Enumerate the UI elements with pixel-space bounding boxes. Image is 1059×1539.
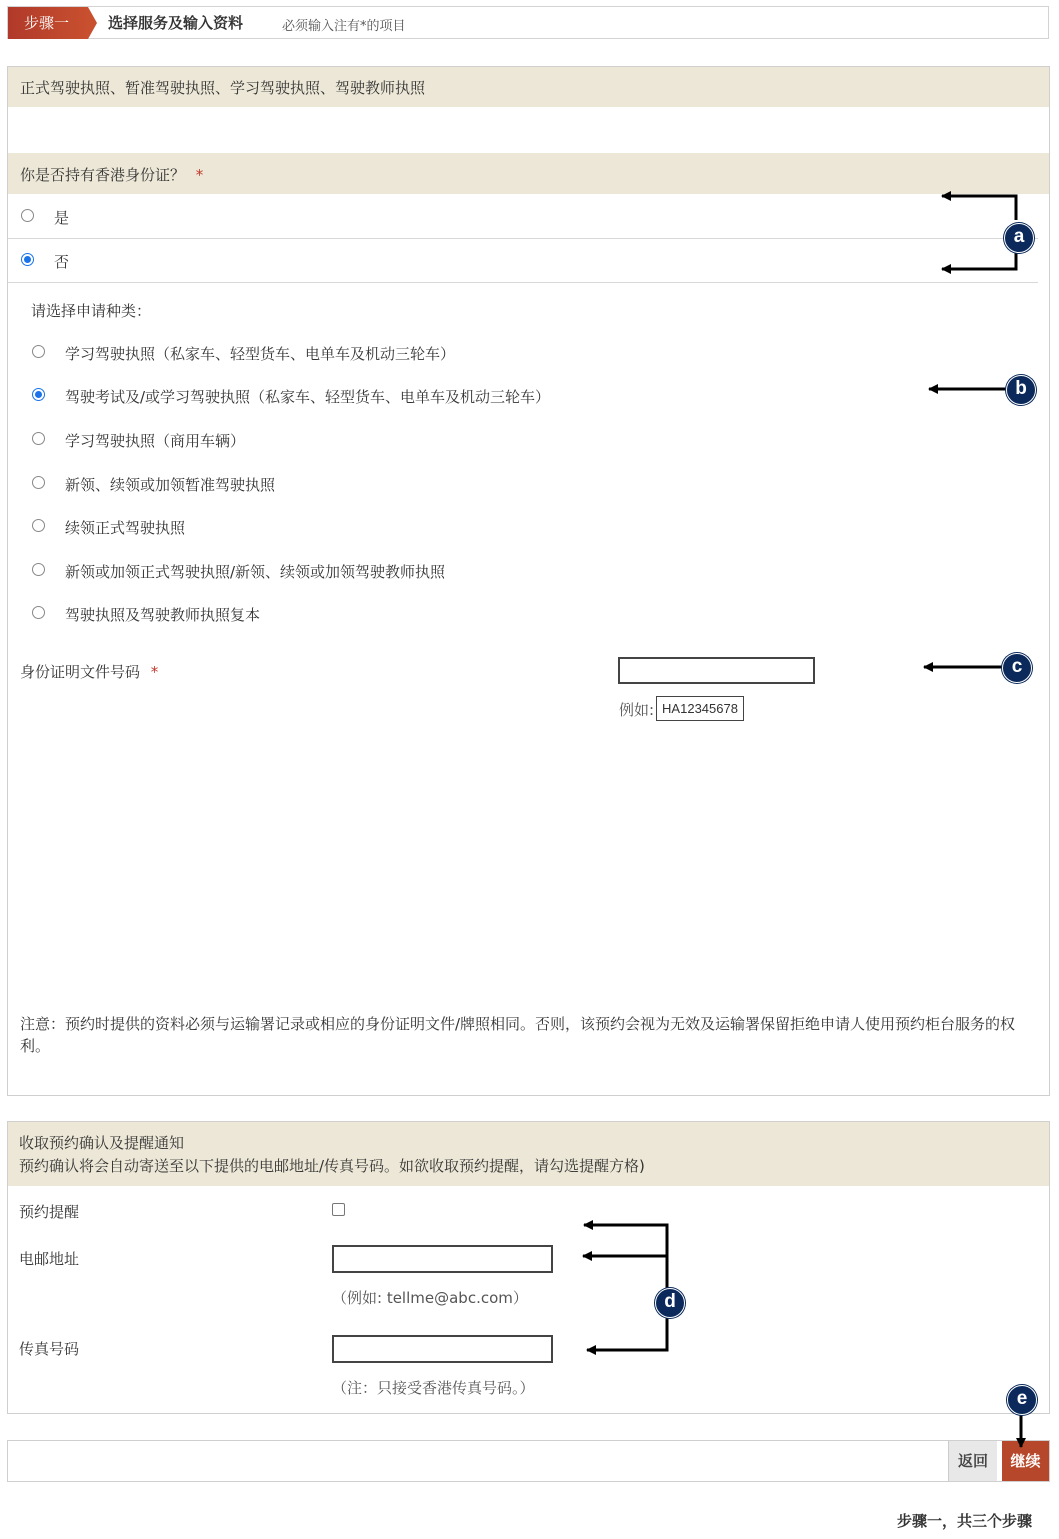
- required-note: 必须输入注有*的项目: [282, 19, 406, 34]
- app-type-label-6[interactable]: 新领或加领正式驾驶执照/新领、续领或加领驾驶教师执照: [65, 563, 446, 581]
- notice-text: 注意：预约时提供的资料必须与运输署记录或相应的身份证明文件/牌照相同。否则，该预约会视为无效及运输署保留拒绝申请人使用预约柜台服务的权利。: [20, 1015, 1016, 1055]
- email-label: 电邮地址: [19, 1250, 80, 1268]
- callout-d-badge: d: [655, 1288, 685, 1318]
- license-panel-heading: 正式驾驶执照、暂准驾驶执照、学习驾驶执照、驾驶教师执照: [20, 79, 426, 97]
- reminder-label: 预约提醒: [19, 1203, 80, 1221]
- callout-d-arrows: [583, 1225, 667, 1350]
- app-type-label-5[interactable]: 续领正式驾驶执照: [65, 519, 186, 537]
- callout-b-badge: b: [1006, 375, 1036, 405]
- app-type-label-2[interactable]: 驾驶考试及/或学习驾驶执照（私家车、轻型货车、电单车及机动三轮车）: [65, 388, 551, 406]
- id-example-prefix: 例如:: [619, 701, 655, 719]
- app-type-label-1[interactable]: 学习驾驶执照（私家车、轻型货车、电单车及机动三轮车）: [65, 345, 456, 363]
- callout-a-badge: a: [1004, 223, 1034, 253]
- page-title: 选择服务及输入资料: [108, 14, 244, 32]
- app-type-label-7[interactable]: 驾驶执照及驾驶教师执照复本: [65, 606, 261, 624]
- app-type-label-4[interactable]: 新领、续领或加领暂准驾驶执照: [65, 476, 276, 494]
- hkid-no-label[interactable]: 否: [54, 253, 70, 271]
- required-mark: *: [195, 166, 204, 184]
- step-badge: 步骤一: [8, 7, 88, 39]
- application-type-label: 请选择申请种类：: [31, 302, 152, 320]
- notification-subheading: 预约确认将会自动寄送至以下提供的电邮地址/传真号码。如欲收取预约提醒，请勾选提醒方格): [19, 1157, 645, 1175]
- required-mark: *: [150, 663, 159, 681]
- id-document-text: 身份证明文件号码: [20, 663, 141, 681]
- notification-heading: 收取预约确认及提醒通知: [19, 1134, 185, 1152]
- app-type-label-3[interactable]: 学习驾驶执照（商用车辆）: [65, 432, 246, 450]
- callout-c-badge: c: [1002, 653, 1032, 683]
- hkid-question-text: 你是否持有香港身份证？: [20, 166, 186, 184]
- fax-hint: （注：只接受香港传真号码。）: [332, 1379, 535, 1397]
- fax-label: 传真号码: [19, 1340, 80, 1358]
- continue-button[interactable]: 继续: [1002, 1441, 1049, 1481]
- hkid-yes-label[interactable]: 是: [54, 209, 70, 227]
- email-hint: （例如: tellme@abc.com）: [332, 1289, 528, 1307]
- id-example-value: HA12345678: [656, 696, 744, 721]
- back-button[interactable]: 返回: [948, 1441, 997, 1481]
- step-progress: 步骤一，共三个步骤: [897, 1512, 1033, 1530]
- callout-e-badge: e: [1007, 1385, 1037, 1415]
